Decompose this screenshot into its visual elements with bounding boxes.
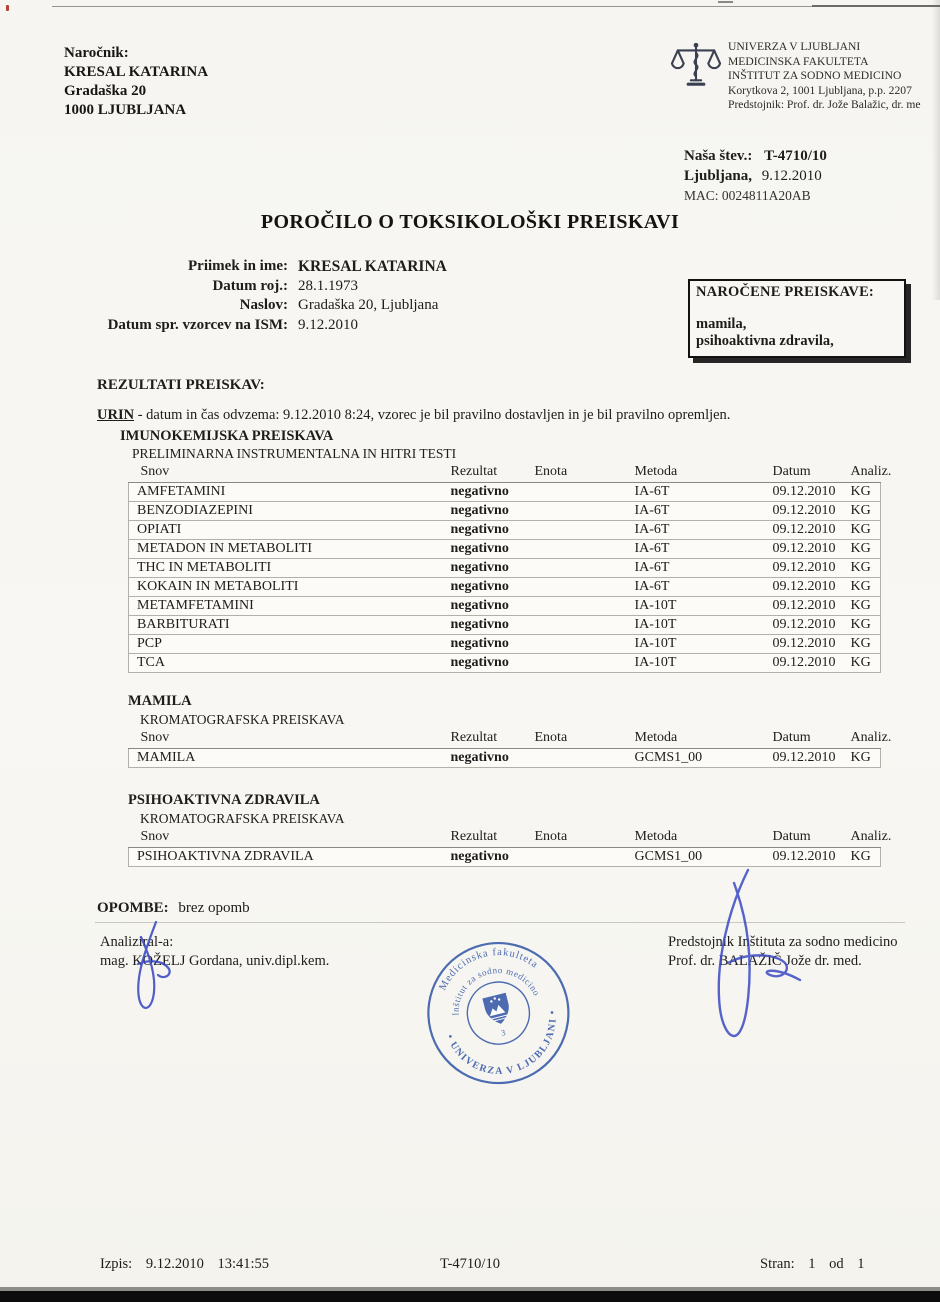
column-header: Analiz. (847, 730, 881, 749)
table-cell: GCMS1_00 (631, 848, 769, 867)
table-cell: negativno (447, 654, 531, 673)
column-header: Snov (129, 730, 447, 749)
footer-page-info (760, 1256, 875, 1273)
footer-print-time: 13:41:55 (217, 1256, 270, 1272)
institution-line-2: MEDICINSKA FAKULTETA (728, 54, 869, 68)
table-cell: negativno (447, 521, 531, 540)
patient-label: Naslov: (239, 297, 288, 313)
patient-value: KRESAL KATARINA (298, 258, 447, 275)
table-cell (531, 597, 631, 616)
table-cell: 09.12.2010 (769, 540, 847, 559)
table-cell: 09.12.2010 (769, 635, 847, 654)
column-header: Analiz. (847, 464, 881, 483)
table-row (129, 616, 881, 635)
table-cell: negativno (447, 597, 531, 616)
column-header: Enota (531, 730, 631, 749)
table-cell: 09.12.2010 (769, 654, 847, 673)
patient-info-block (58, 257, 447, 335)
scan-top-line (52, 6, 940, 7)
scan-top-line-dark (812, 5, 940, 7)
reference-block (684, 146, 827, 206)
table-cell: IA-6T (631, 559, 769, 578)
institution-round-stamp (407, 922, 590, 1109)
table-cell: BARBITURATI (129, 616, 447, 635)
table-cell: 09.12.2010 (769, 559, 847, 578)
psychoactive-section-heading: PSIHOAKTIVNA ZDRAVILA (128, 792, 320, 808)
stamp-inner-text: Inštitut za sodno medicino (450, 965, 543, 1016)
table-cell: KG (847, 749, 881, 768)
footer-of-label: od (829, 1256, 844, 1272)
table-cell: negativno (447, 559, 531, 578)
table-cell (531, 635, 631, 654)
ref-number: T-4710/10 (764, 148, 827, 164)
table-cell: IA-10T (631, 597, 769, 616)
column-header: Datum (769, 464, 847, 483)
urine-sample-line (97, 407, 897, 424)
narcotics-section-subheading: KROMATOGRAFSKA PREISKAVA (140, 712, 345, 727)
table-row (129, 654, 881, 673)
table-cell: KG (847, 559, 881, 578)
table-cell: AMFETAMINI (129, 483, 447, 502)
urine-text: - datum in čas odvzema: 9.12.2010 8:24, vzorec je bil pravilno dostavljen in je bil pravilno opremljen. (134, 407, 731, 423)
table-cell: OPIATI (129, 521, 447, 540)
table-cell: KG (847, 848, 881, 867)
column-header: Snov (129, 829, 447, 848)
table-cell: TCA (129, 654, 447, 673)
patient-label: Priimek in ime: (188, 258, 288, 274)
column-header: Datum (769, 730, 847, 749)
column-header: Rezultat (447, 829, 531, 848)
ref-mac: MAC: 0024811A20AB (684, 188, 811, 203)
institution-block (728, 40, 940, 113)
table-row (129, 848, 881, 867)
table-cell: IA-10T (631, 654, 769, 673)
table-cell: KG (847, 483, 881, 502)
table-cell (531, 502, 631, 521)
scan-bottom-black-band (0, 1291, 940, 1302)
institution-line-5: Predstojnik: Prof. dr. Jože Balažic, dr. me (728, 98, 921, 111)
column-header: Metoda (631, 464, 769, 483)
svg-text:• UNIVERZA V LJUBLJANI • (443, 1007, 571, 1089)
psychoactive-results-table (128, 829, 892, 867)
table-cell: IA-10T (631, 616, 769, 635)
column-header: Snov (129, 464, 447, 483)
table-cell: PCP (129, 635, 447, 654)
psychoactive-section-subheading: KROMATOGRAFSKA PREISKAVA (140, 811, 345, 826)
column-header: Metoda (631, 829, 769, 848)
column-header: Metoda (631, 730, 769, 749)
institution-line-1: UNIVERZA V LJUBLJANI (728, 40, 861, 53)
client-address-block (64, 44, 208, 120)
table-cell: METADON IN METABOLITI (129, 540, 447, 559)
table-cell: THC IN METABOLITI (129, 559, 447, 578)
table-cell: negativno (447, 848, 531, 867)
column-header: Analiz. (847, 829, 881, 848)
stamp-coat-of-arms (482, 993, 516, 1041)
table-cell: KG (847, 521, 881, 540)
table-cell: 09.12.2010 (769, 616, 847, 635)
table-cell (531, 578, 631, 597)
table-row (129, 540, 881, 559)
table-cell: IA-10T (631, 635, 769, 654)
client-label: Naročnik: (64, 45, 129, 61)
column-header: Enota (531, 829, 631, 848)
table-cell: negativno (447, 502, 531, 521)
client-street: Gradaška 20 (64, 83, 147, 99)
column-header: Enota (531, 464, 631, 483)
head-title: Predstojnik Inštituta za sodno medicino (668, 934, 898, 950)
table-cell: IA-6T (631, 502, 769, 521)
ordered-tests-box (688, 279, 906, 358)
table-cell (531, 654, 631, 673)
footer-pages-total: 1 (857, 1256, 865, 1272)
analyst-name: mag. KOŽELJ Gordana, univ.dipl.kem. (100, 953, 330, 969)
patient-value: 28.1.1973 (298, 277, 358, 294)
client-city: 1000 LJUBLJANA (64, 102, 187, 118)
table-cell (531, 749, 631, 768)
ref-number-label: Naša štev.: (684, 148, 753, 164)
table-cell (531, 848, 631, 867)
table-cell: 09.12.2010 (769, 597, 847, 616)
table-cell: negativno (447, 540, 531, 559)
ordered-tests-title: NAROČENE PREISKAVE: (696, 284, 874, 300)
table-cell: negativno (447, 483, 531, 502)
table-cell: METAMFETAMINI (129, 597, 447, 616)
notes-value: brez opomb (178, 900, 250, 916)
institution-line-3: INŠTITUT ZA SODNO MEDICINO (728, 69, 902, 82)
table-cell: 09.12.2010 (769, 502, 847, 521)
analyst-signature-block (100, 933, 329, 971)
urine-label: URIN (97, 407, 135, 423)
footer-print-label: Izpis: (100, 1256, 133, 1272)
table-cell: negativno (447, 578, 531, 597)
notes-line (97, 900, 250, 917)
patient-label: Datum spr. vzorcev na ISM: (107, 316, 288, 333)
ordered-test-item: mamila, (696, 316, 747, 332)
column-header: Datum (769, 829, 847, 848)
table-row (129, 578, 881, 597)
patient-value: 9.12.2010 (298, 316, 358, 333)
patient-label: Datum roj.: (212, 277, 288, 294)
results-heading: REZULTATI PREISKAV: (97, 377, 265, 393)
table-cell: PSIHOAKTIVNA ZDRAVILA (129, 848, 447, 867)
immuno-results-table (128, 464, 892, 673)
table-row (129, 502, 881, 521)
table-cell: KOKAIN IN METABOLITI (129, 578, 447, 597)
table-cell: KG (847, 635, 881, 654)
table-row (129, 483, 881, 502)
table-cell: negativno (447, 616, 531, 635)
table-row (129, 597, 881, 616)
table-cell: 09.12.2010 (769, 749, 847, 768)
table-cell (531, 540, 631, 559)
table-cell: KG (847, 502, 881, 521)
ref-place-label: Ljubljana, (684, 168, 752, 184)
table-header-row (129, 730, 881, 749)
table-row (129, 635, 881, 654)
footer-page-label: Stran: (760, 1256, 795, 1272)
table-cell: KG (847, 654, 881, 673)
table-cell (531, 559, 631, 578)
table-cell: 09.12.2010 (769, 578, 847, 597)
table-cell: KG (847, 616, 881, 635)
table-row (129, 749, 881, 768)
stamp-bottom-text: • UNIVERZA V LJUBLJANI • (443, 1008, 559, 1077)
notes-divider (95, 922, 905, 923)
table-cell: BENZODIAZEPINI (129, 502, 447, 521)
table-cell: KG (847, 578, 881, 597)
table-cell (531, 483, 631, 502)
column-header: Rezultat (447, 730, 531, 749)
scales-of-justice-icon (670, 40, 722, 97)
table-cell: IA-6T (631, 521, 769, 540)
table-cell: IA-6T (631, 540, 769, 559)
ordered-test-item: psihoaktivna zdravila, (696, 333, 834, 349)
client-name: KRESAL KATARINA (64, 64, 209, 80)
ref-date: 9.12.2010 (761, 168, 822, 184)
table-cell: KG (847, 540, 881, 559)
table-cell: 09.12.2010 (769, 848, 847, 867)
column-header: Rezultat (447, 464, 531, 483)
head-name: Prof. dr. BALAŽIČ Jože dr. med. (668, 953, 862, 969)
table-header-row (129, 464, 881, 483)
table-row (129, 521, 881, 540)
institution-line-4: Korytkova 2, 1001 Ljubljana, p.p. 2207 (728, 83, 912, 97)
table-cell: IA-6T (631, 483, 769, 502)
footer-page-number: 1 (808, 1256, 816, 1272)
table-cell: MAMILA (129, 749, 447, 768)
head-signature-block (668, 933, 898, 971)
stamp-top-text: Medicinska fakulteta (437, 947, 541, 993)
table-cell: GCMS1_00 (631, 749, 769, 768)
analyst-label: Analiziral-a: (100, 934, 174, 950)
footer-reference: T-4710/10 (440, 1256, 500, 1272)
stamp-number: 3 (499, 1027, 507, 1038)
table-cell: 09.12.2010 (769, 483, 847, 502)
table-cell (531, 521, 631, 540)
footer-print-date: 9.12.2010 (145, 1256, 204, 1272)
table-header-row (129, 829, 881, 848)
narcotics-results-table (128, 730, 892, 768)
table-row (129, 559, 881, 578)
page-title: POROČILO O TOKSIKOLOŠKI PREISKAVI (260, 211, 680, 233)
table-cell: negativno (447, 635, 531, 654)
scan-top-dash (718, 1, 733, 3)
scan-red-mark (6, 5, 9, 11)
immuno-section-subheading: PRELIMINARNA INSTRUMENTALNA IN HITRI TESTI (132, 446, 457, 461)
table-cell: IA-6T (631, 578, 769, 597)
table-cell (531, 616, 631, 635)
immuno-section-heading: IMUNOKEMIJSKA PREISKAVA (120, 428, 334, 444)
footer-print-info (100, 1256, 279, 1273)
narcotics-section-heading: MAMILA (128, 693, 192, 709)
notes-label: OPOMBE: (97, 900, 169, 916)
patient-value: Gradaška 20, Ljubljana (298, 297, 439, 313)
table-cell: 09.12.2010 (769, 521, 847, 540)
table-cell: KG (847, 597, 881, 616)
table-cell: negativno (447, 749, 531, 768)
